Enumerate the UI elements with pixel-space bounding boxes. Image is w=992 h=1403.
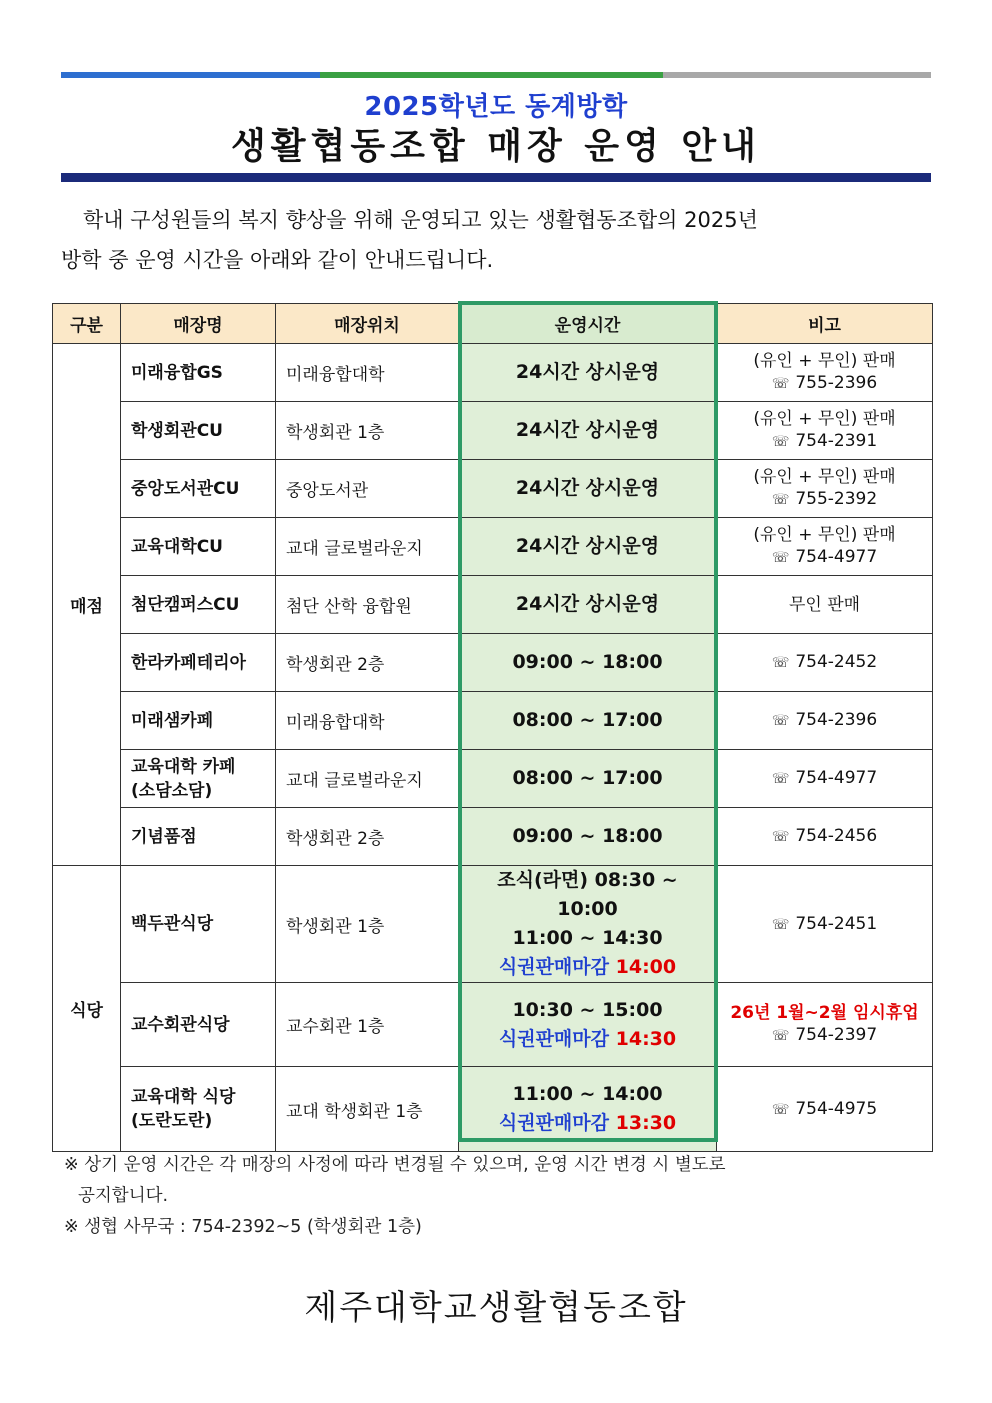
phone-line — [723, 488, 926, 511]
table-row — [53, 750, 933, 808]
organization-name: 제주대학교생활협동조합 — [304, 1288, 688, 1328]
sales-type: (유인 + 무인) 판매 — [753, 409, 896, 429]
store-note — [717, 983, 933, 1067]
phone-line — [723, 825, 926, 848]
ticket-deadline — [465, 1025, 710, 1054]
document-title: 생활협동조합 매장 운영 안내 — [231, 126, 761, 167]
phone-line — [723, 709, 926, 732]
table-row — [53, 866, 933, 983]
phone-number: 754-2456 — [795, 826, 878, 846]
store-note — [717, 518, 933, 576]
store-name-line-1: 교육대학 카페 — [131, 756, 236, 777]
phone-line — [723, 372, 926, 395]
sales-type: (유인 + 무인) 판매 — [753, 525, 896, 545]
top-bar-blue-segment — [61, 72, 320, 78]
header-location: 매장위치 — [276, 304, 459, 344]
phone-number: 754-4977 — [795, 547, 878, 567]
store-location: 교대 학생회관 1층 — [276, 1067, 459, 1152]
store-name: 기념품점 — [121, 808, 276, 866]
deadline-label: 식권판매마감 — [498, 1027, 609, 1050]
header-note: 비고 — [717, 304, 933, 344]
store-hours: 08:00 ~ 17:00 — [459, 692, 717, 750]
footnote-2: ※ 생협 사무국 : 754-2392~5 (학생회관 1층) — [64, 1217, 422, 1237]
phone-icon: ☏ — [771, 376, 790, 392]
top-color-bar — [61, 72, 931, 78]
store-location: 교대 글로벌라운지 — [276, 750, 459, 808]
table-row — [53, 460, 933, 518]
phone-icon: ☏ — [771, 916, 790, 933]
phone-line — [723, 651, 926, 674]
store-name-line-2: (도란도란) — [131, 1111, 213, 1131]
phone-number: 754-4975 — [795, 1098, 878, 1119]
table-row — [53, 808, 933, 866]
store-name: 교수회관식당 — [121, 983, 276, 1067]
table-row — [53, 518, 933, 576]
phone-line — [723, 1098, 926, 1121]
sales-type: 무인 판매 — [788, 594, 861, 615]
table-row — [53, 402, 933, 460]
lunch-hours: 11:00 ~ 14:30 — [512, 927, 663, 949]
store-hours: 24시간 상시운영 — [459, 460, 717, 518]
table-row — [53, 344, 933, 402]
phone-line — [723, 430, 926, 453]
store-location: 미래융합대학 — [276, 344, 459, 402]
ticket-deadline — [465, 953, 710, 982]
lunch-hours: 11:00 ~ 14:00 — [512, 1083, 663, 1105]
phone-number: 754-2396 — [795, 710, 878, 730]
store-name — [121, 750, 276, 808]
document-subtitle: 2025학년도 동계방학 — [364, 92, 628, 122]
phone-line — [723, 913, 926, 936]
store-name: 한라카페테리아 — [121, 634, 276, 692]
header-hours: 운영시간 — [459, 304, 717, 344]
store-location: 학생회관 1층 — [276, 866, 459, 983]
phone-number: 754-2397 — [795, 1025, 878, 1045]
title-underline-bar — [61, 173, 931, 182]
store-name: 학생회관CU — [121, 402, 276, 460]
store-name: 첨단캠퍼스CU — [121, 576, 276, 634]
store-hours — [459, 866, 717, 983]
store-hours-table — [52, 303, 933, 1152]
deadline-label: 식권판매마감 — [498, 1112, 609, 1134]
store-hours — [459, 983, 717, 1067]
phone-icon: ☏ — [771, 655, 790, 671]
store-name: 교육대학CU — [121, 518, 276, 576]
store-note — [717, 808, 933, 866]
deadline-time: 13:30 — [615, 1112, 677, 1134]
phone-number: 754-2451 — [795, 913, 878, 934]
store-note — [717, 750, 933, 808]
store-location: 학생회관 2층 — [276, 808, 459, 866]
phone-icon: ☏ — [771, 492, 790, 508]
phone-icon: ☏ — [771, 713, 790, 729]
category-shops: 매점 — [53, 344, 121, 866]
store-note — [717, 344, 933, 402]
store-location: 교대 글로벌라운지 — [276, 518, 459, 576]
store-name: 미래융합GS — [121, 344, 276, 402]
table-header-row — [53, 304, 933, 344]
store-hours: 24시간 상시운영 — [459, 518, 717, 576]
header-category: 구분 — [53, 304, 121, 344]
store-hours: 08:00 ~ 17:00 — [459, 750, 717, 808]
footnote-1-line-2: 공지합니다. — [78, 1186, 169, 1206]
deadline-time: 14:30 — [615, 1027, 677, 1050]
store-hours: 24시간 상시운영 — [459, 402, 717, 460]
store-name — [121, 1067, 276, 1152]
phone-icon: ☏ — [771, 1101, 790, 1118]
store-note — [717, 402, 933, 460]
store-location: 학생회관 2층 — [276, 634, 459, 692]
deadline-label: 식권판매마감 — [498, 956, 609, 978]
sales-type: (유인 + 무인) 판매 — [753, 351, 896, 371]
table-row — [53, 576, 933, 634]
phone-number: 754-2391 — [795, 431, 878, 451]
intro-paragraph — [61, 200, 941, 280]
footnotes — [64, 1150, 934, 1243]
phone-number: 755-2396 — [795, 373, 878, 393]
intro-line-2: 방학 중 운영 시간을 아래와 같이 안내드립니다. — [61, 248, 494, 272]
lunch-hours: 10:30 ~ 15:00 — [512, 998, 663, 1021]
store-note — [717, 576, 933, 634]
footnote-1-line-1: ※ 상기 운영 시간은 각 매장의 사정에 따라 변경될 수 있으며, 운영 시간 변경 시 별도로 — [64, 1155, 726, 1175]
table-row — [53, 1067, 933, 1152]
phone-icon: ☏ — [771, 550, 790, 566]
phone-line — [723, 767, 926, 790]
phone-number: 754-2452 — [795, 652, 878, 672]
phone-icon: ☏ — [771, 829, 790, 845]
store-name: 백두관식당 — [121, 866, 276, 983]
store-hours: 24시간 상시운영 — [459, 344, 717, 402]
store-hours: 09:00 ~ 18:00 — [459, 634, 717, 692]
store-note — [717, 692, 933, 750]
top-bar-gray-segment — [663, 72, 931, 78]
category-restaurants: 식당 — [53, 866, 121, 1152]
top-bar-green-segment — [320, 72, 663, 78]
table-row — [53, 692, 933, 750]
store-hours — [459, 1067, 717, 1152]
store-location: 첨단 산학 융합원 — [276, 576, 459, 634]
store-name: 미래샘카페 — [121, 692, 276, 750]
table-row — [53, 983, 933, 1067]
header-store: 매장명 — [121, 304, 276, 344]
store-location: 중앙도서관 — [276, 460, 459, 518]
sales-type: (유인 + 무인) 판매 — [753, 467, 896, 487]
table-row — [53, 634, 933, 692]
store-location: 교수회관 1층 — [276, 983, 459, 1067]
phone-icon: ☏ — [771, 771, 790, 787]
phone-icon: ☏ — [771, 434, 790, 450]
store-note — [717, 866, 933, 983]
intro-line-1: 학내 구성원들의 복지 향상을 위해 운영되고 있는 생활협동조합의 2025년 — [83, 208, 758, 232]
store-hours: 09:00 ~ 18:00 — [459, 808, 717, 866]
store-note — [717, 1067, 933, 1152]
store-name-line-2: (소담소담) — [131, 780, 213, 801]
store-name-line-1: 교육대학 식당 — [131, 1087, 236, 1107]
breakfast-hours: 조식(라면) 08:30 ~ 10:00 — [497, 869, 678, 920]
phone-icon: ☏ — [771, 1028, 790, 1044]
store-location: 학생회관 1층 — [276, 402, 459, 460]
store-name: 중앙도서관CU — [121, 460, 276, 518]
phone-line — [723, 1024, 926, 1047]
phone-number: 754-4977 — [795, 768, 878, 788]
phone-number: 755-2392 — [795, 489, 878, 509]
store-note — [717, 460, 933, 518]
store-hours: 24시간 상시운영 — [459, 576, 717, 634]
closure-notice: 26년 1월~2월 임시휴업 — [730, 1003, 919, 1023]
ticket-deadline — [465, 1109, 710, 1138]
deadline-time: 14:00 — [615, 956, 677, 978]
store-location: 미래융합대학 — [276, 692, 459, 750]
store-note — [717, 634, 933, 692]
phone-line — [723, 546, 926, 569]
